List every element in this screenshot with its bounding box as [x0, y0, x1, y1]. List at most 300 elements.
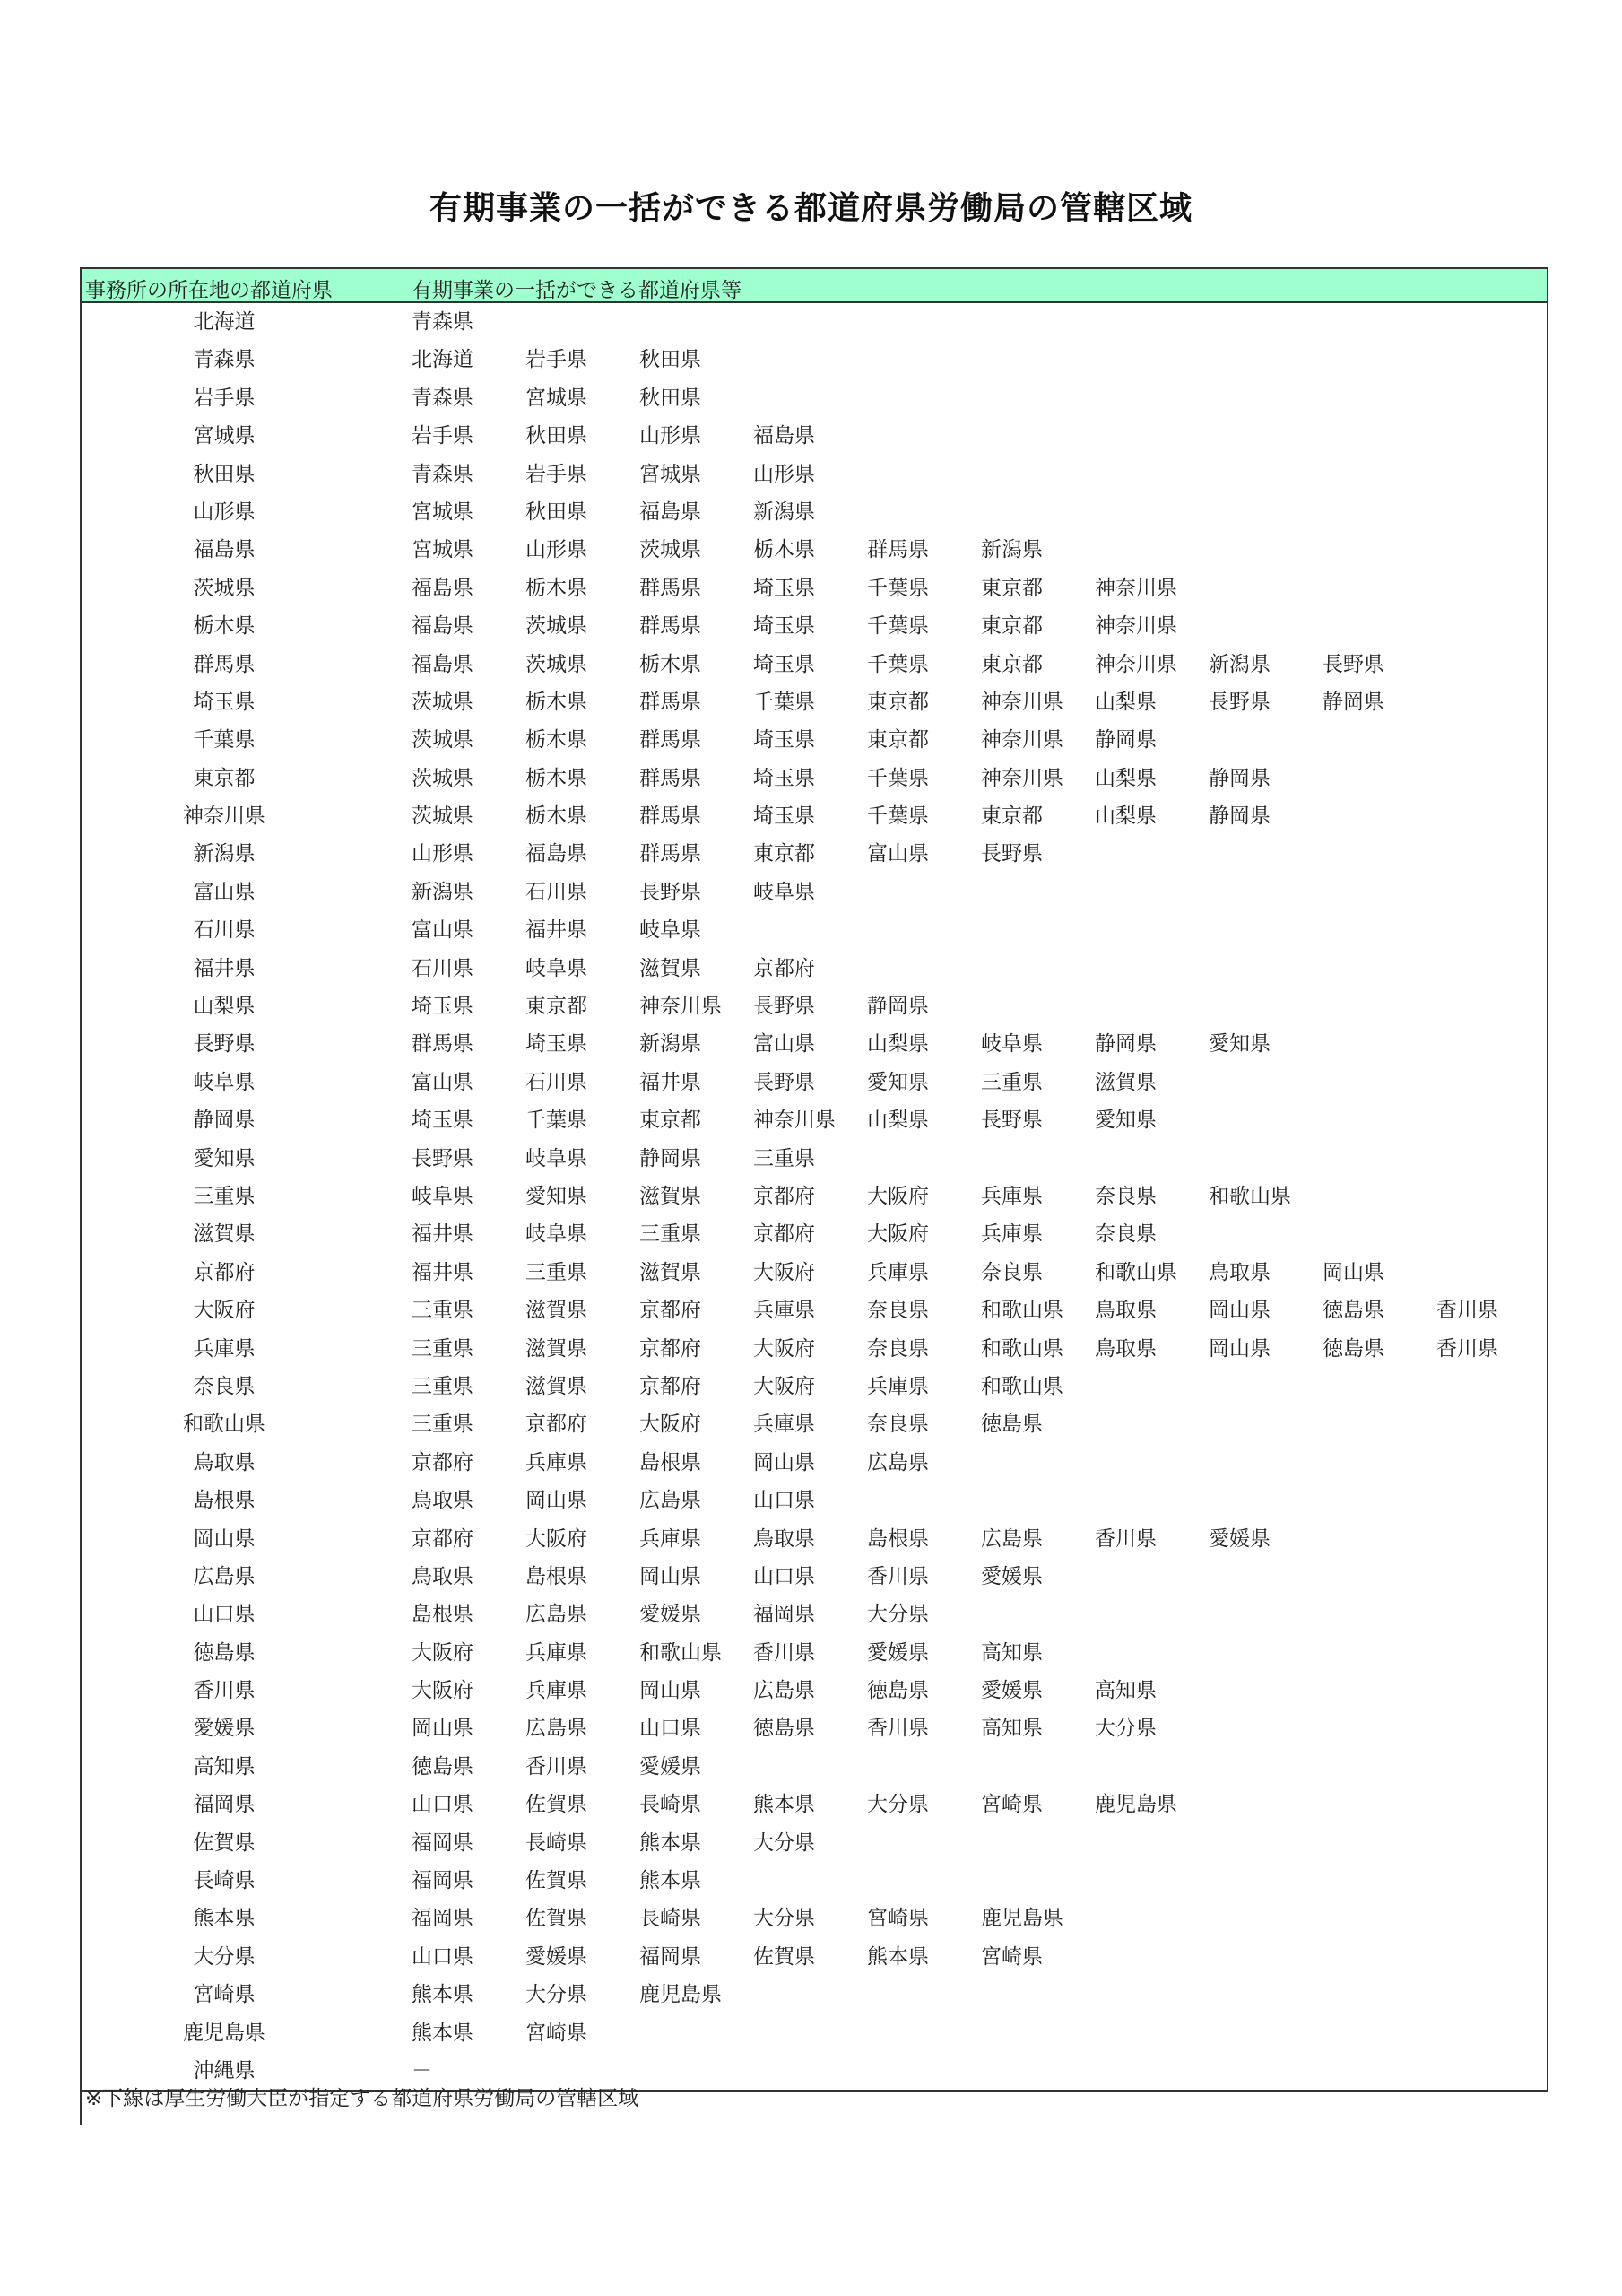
table-row	[82, 1101, 1547, 1139]
allowed-prefecture-cell: 石川県	[525, 1070, 587, 1094]
allowed-prefecture-cell: 愛知県	[867, 1070, 929, 1094]
allowed-prefecture-cell: 青森県	[412, 462, 473, 486]
allowed-prefecture-cell: 島根県	[867, 1526, 929, 1551]
allowed-prefecture-cell: 兵庫県	[981, 1184, 1043, 1208]
allowed-prefecture-cell: 埼玉県	[753, 804, 815, 829]
office-prefecture-cell: 静岡県	[193, 1109, 256, 1133]
allowed-prefecture-cell: 愛媛県	[867, 1640, 929, 1665]
allowed-prefecture-cell: 東京都	[525, 995, 587, 1019]
allowed-prefecture-cell: 愛媛県	[639, 1754, 701, 1779]
table-row	[82, 456, 1547, 493]
table-row	[82, 2014, 1547, 2052]
allowed-prefecture-cell: 山梨県	[1095, 804, 1157, 829]
allowed-prefecture-cell: 富山県	[412, 1070, 473, 1094]
table-row	[82, 835, 1547, 873]
allowed-prefecture-cell: 徳島県	[1323, 1299, 1384, 1323]
allowed-prefecture-cell: 島根県	[639, 1450, 701, 1474]
allowed-prefecture-cell: 東京都	[753, 842, 815, 866]
table-row	[82, 683, 1547, 721]
office-prefecture-cell: 群馬県	[193, 652, 256, 676]
allowed-prefecture-cell: 山口県	[412, 1944, 473, 1969]
allowed-prefecture-cell: 広島県	[753, 1679, 815, 1703]
allowed-prefecture-cell: 高知県	[1095, 1679, 1157, 1703]
allowed-prefecture-cell: 神奈川県	[981, 690, 1063, 714]
allowed-prefecture-cell: 大阪府	[639, 1413, 701, 1437]
table-row	[82, 874, 1547, 911]
allowed-prefecture-cell: 京都府	[753, 1184, 815, 1208]
allowed-prefecture-cell: 滋賀県	[639, 956, 701, 980]
allowed-prefecture-cell: 兵庫県	[525, 1679, 587, 1703]
allowed-prefecture-cell: 岐阜県	[753, 880, 815, 904]
allowed-prefecture-cell: 長野県	[1209, 690, 1271, 714]
office-prefecture-cell: 広島県	[193, 1564, 256, 1588]
table-row	[82, 1748, 1547, 1786]
allowed-prefecture-cell: 富山県	[753, 1032, 815, 1057]
table-row	[82, 1064, 1547, 1101]
office-prefecture-cell: 岡山県	[193, 1526, 256, 1551]
allowed-prefecture-cell: 秋田県	[639, 348, 701, 372]
allowed-prefecture-cell: 山口県	[753, 1564, 815, 1588]
office-prefecture-cell: 北海道	[193, 310, 256, 334]
table-row	[82, 1976, 1547, 2013]
office-prefecture-cell: 愛知県	[193, 1146, 256, 1170]
table-row	[82, 1254, 1547, 1292]
table-row	[82, 1140, 1547, 1178]
allowed-prefecture-cell: 栃木県	[639, 652, 701, 676]
allowed-prefecture-cell: 鹿児島県	[981, 1907, 1063, 1931]
allowed-prefecture-cell: 福岡県	[412, 1831, 473, 1855]
allowed-prefecture-cell: 群馬県	[639, 576, 701, 600]
allowed-prefecture-cell: 宮城県	[639, 462, 701, 486]
allowed-prefecture-cell: 兵庫県	[525, 1450, 587, 1474]
allowed-prefecture-cell: 奈良県	[1095, 1184, 1157, 1208]
jurisdiction-table	[80, 267, 1548, 2092]
allowed-prefecture-cell: 福井県	[412, 1260, 473, 1284]
allowed-prefecture-cell: 秋田県	[639, 386, 701, 410]
allowed-prefecture-cell: 大阪府	[867, 1222, 929, 1247]
allowed-prefecture-cell: 岡山県	[753, 1450, 815, 1474]
allowed-prefecture-cell: 兵庫県	[981, 1222, 1043, 1247]
table-row	[82, 1862, 1547, 1900]
allowed-prefecture-cell: 三重県	[525, 1260, 587, 1284]
allowed-prefecture-cell: 滋賀県	[525, 1299, 587, 1323]
allowed-prefecture-cell: 茨城県	[525, 614, 587, 639]
allowed-prefecture-cell: 和歌山県	[981, 1336, 1063, 1361]
allowed-prefecture-cell: 鹿児島県	[1095, 1793, 1177, 1817]
allowed-prefecture-cell: 大分県	[525, 1983, 587, 2007]
allowed-prefecture-cell: 栃木県	[525, 766, 587, 790]
allowed-prefecture-cell: 埼玉県	[753, 576, 815, 600]
table-row	[82, 341, 1547, 378]
allowed-prefecture-cell: 香川県	[1095, 1526, 1157, 1551]
allowed-prefecture-cell: 大阪府	[753, 1336, 815, 1361]
allowed-prefecture-cell: 群馬県	[867, 538, 929, 562]
allowed-prefecture-cell: 埼玉県	[412, 995, 473, 1019]
allowed-prefecture-cell: 鳥取県	[753, 1526, 815, 1551]
table-row	[82, 1368, 1547, 1405]
table-row	[82, 1900, 1547, 1937]
allowed-prefecture-cell: 長野県	[981, 842, 1043, 866]
allowed-prefecture-cell: 和歌山県	[981, 1374, 1063, 1398]
allowed-prefecture-cell: 広島県	[525, 1603, 587, 1627]
allowed-prefecture-cell: 栃木県	[753, 538, 815, 562]
allowed-prefecture-cell: 福島県	[753, 424, 815, 448]
allowed-prefecture-cell: 兵庫県	[639, 1526, 701, 1551]
allowed-prefecture-cell: 新潟県	[981, 538, 1043, 562]
allowed-prefecture-cell: 福島県	[412, 652, 473, 676]
allowed-prefecture-cell: 高知県	[981, 1640, 1043, 1665]
allowed-prefecture-cell: 茨城県	[412, 804, 473, 829]
office-prefecture-cell: 京都府	[193, 1260, 256, 1284]
office-prefecture-cell: 宮城県	[193, 424, 256, 448]
office-prefecture-cell: 福井県	[193, 956, 256, 980]
allowed-prefecture-cell: 岡山県	[1209, 1336, 1271, 1361]
allowed-prefecture-cell: 徳島県	[1323, 1336, 1384, 1361]
allowed-prefecture-cell: 三重県	[412, 1374, 473, 1398]
table-row	[82, 797, 1547, 835]
allowed-prefecture-cell: 埼玉県	[753, 766, 815, 790]
allowed-prefecture-cell: 東京都	[981, 804, 1043, 829]
allowed-prefecture-cell: 兵庫県	[753, 1299, 815, 1323]
allowed-prefecture-cell: 広島県	[525, 1717, 587, 1741]
office-prefecture-cell: 和歌山県	[183, 1413, 265, 1437]
allowed-prefecture-cell: 香川県	[1436, 1336, 1498, 1361]
allowed-prefecture-cell: 静岡県	[867, 995, 929, 1019]
allowed-prefecture-cell: 三重県	[412, 1413, 473, 1437]
office-prefecture-cell: 岩手県	[193, 386, 256, 410]
table-row	[82, 646, 1547, 683]
allowed-prefecture-cell: 山口県	[753, 1489, 815, 1513]
allowed-prefecture-cell: 三重県	[981, 1070, 1043, 1094]
allowed-prefecture-cell: 鳥取県	[1209, 1260, 1271, 1284]
office-prefecture-cell: 大阪府	[193, 1299, 256, 1323]
office-prefecture-cell: 秋田県	[193, 462, 256, 486]
allowed-prefecture-cell: 長野県	[639, 880, 701, 904]
allowed-prefecture-cell: 愛知県	[1209, 1032, 1271, 1057]
allowed-prefecture-cell: 群馬県	[639, 614, 701, 639]
table-row	[82, 379, 1547, 417]
allowed-prefecture-cell: 鳥取県	[1095, 1299, 1157, 1323]
allowed-prefecture-cell: 大分県	[753, 1907, 815, 1931]
allowed-prefecture-cell: 佐賀県	[525, 1869, 587, 1893]
allowed-prefecture-cell: 長崎県	[639, 1907, 701, 1931]
allowed-prefecture-cell: 千葉県	[867, 804, 929, 829]
office-prefecture-cell: 熊本県	[193, 1907, 256, 1931]
allowed-prefecture-cell: 高知県	[981, 1717, 1043, 1741]
allowed-prefecture-cell: 富山県	[867, 842, 929, 866]
table-row	[82, 303, 1547, 341]
office-prefecture-cell: 島根県	[193, 1489, 256, 1513]
table-body	[80, 303, 1548, 2092]
allowed-prefecture-cell: 京都府	[639, 1374, 701, 1398]
allowed-prefecture-cell: 東京都	[867, 690, 929, 714]
allowed-prefecture-cell: 静岡県	[1095, 728, 1157, 752]
table-row	[82, 1292, 1547, 1329]
allowed-prefecture-cell: 兵庫県	[867, 1374, 929, 1398]
allowed-prefecture-cell: 熊本県	[639, 1869, 701, 1893]
allowed-prefecture-cell: 山梨県	[1095, 766, 1157, 790]
allowed-prefecture-cell: 大分県	[1095, 1717, 1157, 1741]
allowed-prefecture-cell: 秋田県	[525, 424, 587, 448]
allowed-prefecture-cell: 長野県	[412, 1146, 473, 1170]
allowed-prefecture-cell: 徳島県	[867, 1679, 929, 1703]
allowed-prefecture-cell: 新潟県	[639, 1032, 701, 1057]
allowed-prefecture-cell: 青森県	[412, 386, 473, 410]
allowed-prefecture-cell: 大阪府	[753, 1260, 815, 1284]
allowed-prefecture-cell: 愛媛県	[981, 1679, 1043, 1703]
table-row	[82, 1672, 1547, 1709]
allowed-prefecture-cell: 長崎県	[639, 1793, 701, 1817]
allowed-prefecture-cell: 宮崎県	[981, 1793, 1043, 1817]
allowed-prefecture-cell: 福島県	[412, 614, 473, 639]
allowed-prefecture-cell: 福岡県	[639, 1944, 701, 1969]
allowed-prefecture-cell: 栃木県	[525, 690, 587, 714]
office-prefecture-cell: 兵庫県	[193, 1336, 256, 1361]
header-allowed-prefectures: 有期事業の一括ができる都道府県等	[412, 279, 742, 302]
allowed-prefecture-cell: 奈良県	[1095, 1222, 1157, 1247]
allowed-prefecture-cell: 大阪府	[753, 1374, 815, 1398]
allowed-prefecture-cell: 愛知県	[1095, 1109, 1157, 1133]
allowed-prefecture-cell: 宮城県	[525, 386, 587, 410]
allowed-prefecture-cell: 群馬県	[639, 766, 701, 790]
allowed-prefecture-cell: 宮城県	[412, 500, 473, 524]
allowed-prefecture-cell: 秋田県	[525, 500, 587, 524]
allowed-prefecture-cell: 山梨県	[867, 1109, 929, 1133]
allowed-prefecture-cell: 茨城県	[412, 766, 473, 790]
allowed-prefecture-cell: 千葉県	[867, 614, 929, 639]
allowed-prefecture-cell: 茨城県	[412, 690, 473, 714]
allowed-prefecture-cell: 富山県	[412, 918, 473, 943]
table-row	[82, 570, 1547, 607]
allowed-prefecture-cell: 宮崎県	[867, 1907, 929, 1931]
table-row	[82, 721, 1547, 759]
office-prefecture-cell: 山口県	[193, 1603, 256, 1627]
allowed-prefecture-cell: 三重県	[753, 1146, 815, 1170]
allowed-prefecture-cell: 群馬県	[412, 1032, 473, 1057]
allowed-prefecture-cell: 香川県	[525, 1754, 587, 1779]
allowed-prefecture-cell: 福岡県	[753, 1603, 815, 1627]
allowed-prefecture-cell: 茨城県	[525, 652, 587, 676]
allowed-prefecture-cell: 福島県	[639, 500, 701, 524]
allowed-prefecture-cell: 和歌山県	[981, 1299, 1063, 1323]
allowed-prefecture-cell: 福井県	[412, 1222, 473, 1247]
allowed-prefecture-cell: 宮崎県	[525, 2021, 587, 2045]
allowed-prefecture-cell: 栃木県	[525, 728, 587, 752]
allowed-prefecture-cell: 福岡県	[412, 1907, 473, 1931]
allowed-prefecture-cell: －	[412, 2058, 432, 2083]
allowed-prefecture-cell: 奈良県	[981, 1260, 1043, 1284]
allowed-prefecture-cell: 京都府	[639, 1336, 701, 1361]
table-row	[82, 1634, 1547, 1672]
allowed-prefecture-cell: 神奈川県	[639, 995, 722, 1019]
table-row	[82, 760, 1547, 797]
allowed-prefecture-cell: 静岡県	[1209, 804, 1271, 829]
allowed-prefecture-cell: 神奈川県	[981, 728, 1063, 752]
allowed-prefecture-cell: 岐阜県	[981, 1032, 1043, 1057]
allowed-prefecture-cell: 和歌山県	[639, 1640, 722, 1665]
office-prefecture-cell: 神奈川県	[183, 804, 265, 829]
allowed-prefecture-cell: 東京都	[981, 614, 1043, 639]
allowed-prefecture-cell: 埼玉県	[753, 652, 815, 676]
allowed-prefecture-cell: 静岡県	[1323, 690, 1384, 714]
table-row	[82, 1444, 1547, 1482]
office-prefecture-cell: 新潟県	[193, 842, 256, 866]
allowed-prefecture-cell: 東京都	[981, 652, 1043, 676]
allowed-prefecture-cell: 千葉県	[867, 766, 929, 790]
allowed-prefecture-cell: 長野県	[753, 995, 815, 1019]
allowed-prefecture-cell: 山形県	[639, 424, 701, 448]
allowed-prefecture-cell: 長崎県	[525, 1831, 587, 1855]
allowed-prefecture-cell: 三重県	[412, 1336, 473, 1361]
allowed-prefecture-cell: 鹿児島県	[639, 1983, 722, 2007]
office-prefecture-cell: 山形県	[193, 500, 256, 524]
allowed-prefecture-cell: 和歌山県	[1209, 1184, 1291, 1208]
allowed-prefecture-cell: 岩手県	[412, 424, 473, 448]
allowed-prefecture-cell: 佐賀県	[525, 1793, 587, 1817]
allowed-prefecture-cell: 京都府	[639, 1299, 701, 1323]
allowed-prefecture-cell: 岐阜県	[639, 918, 701, 943]
allowed-prefecture-cell: 神奈川県	[981, 766, 1063, 790]
allowed-prefecture-cell: 愛媛県	[639, 1603, 701, 1627]
allowed-prefecture-cell: 鳥取県	[1095, 1336, 1157, 1361]
office-prefecture-cell: 埼玉県	[193, 690, 256, 714]
allowed-prefecture-cell: 奈良県	[867, 1299, 929, 1323]
allowed-prefecture-cell: 滋賀県	[639, 1260, 701, 1284]
allowed-prefecture-cell: 大阪府	[412, 1640, 473, 1665]
office-prefecture-cell: 高知県	[193, 1754, 256, 1779]
table-row	[82, 531, 1547, 569]
allowed-prefecture-cell: 静岡県	[639, 1146, 701, 1170]
office-prefecture-cell: 沖縄県	[193, 2058, 256, 2083]
allowed-prefecture-cell: 大分県	[867, 1603, 929, 1627]
office-prefecture-cell: 山梨県	[193, 995, 256, 1019]
office-prefecture-cell: 青森県	[193, 348, 256, 372]
header-office-prefecture: 事務所の所在地の都道府県	[85, 279, 333, 302]
table-row	[82, 1330, 1547, 1368]
allowed-prefecture-cell: 福島県	[525, 842, 587, 866]
allowed-prefecture-cell: 滋賀県	[525, 1374, 587, 1398]
allowed-prefecture-cell: 愛媛県	[981, 1564, 1043, 1588]
allowed-prefecture-cell: 北海道	[412, 348, 473, 372]
office-prefecture-cell: 岐阜県	[193, 1070, 256, 1094]
allowed-prefecture-cell: 熊本県	[639, 1831, 701, 1855]
allowed-prefecture-cell: 愛知県	[525, 1184, 587, 1208]
office-prefecture-cell: 茨城県	[193, 576, 256, 600]
allowed-prefecture-cell: 岩手県	[525, 348, 587, 372]
allowed-prefecture-cell: 佐賀県	[753, 1944, 815, 1969]
allowed-prefecture-cell: 兵庫県	[753, 1413, 815, 1437]
allowed-prefecture-cell: 岐阜県	[525, 1222, 587, 1247]
office-prefecture-cell: 福岡県	[193, 1793, 256, 1817]
allowed-prefecture-cell: 大阪府	[867, 1184, 929, 1208]
allowed-prefecture-cell: 岐阜県	[525, 1146, 587, 1170]
allowed-prefecture-cell: 東京都	[639, 1109, 701, 1133]
allowed-prefecture-cell: 神奈川県	[753, 1109, 836, 1133]
allowed-prefecture-cell: 静岡県	[1209, 766, 1271, 790]
allowed-prefecture-cell: 神奈川県	[1095, 576, 1177, 600]
allowed-prefecture-cell: 群馬県	[639, 728, 701, 752]
table-row	[82, 1938, 1547, 1976]
allowed-prefecture-cell: 岡山県	[412, 1717, 473, 1741]
allowed-prefecture-cell: 佐賀県	[525, 1907, 587, 1931]
table-row	[82, 1178, 1547, 1215]
allowed-prefecture-cell: 香川県	[1436, 1299, 1498, 1323]
allowed-prefecture-cell: 岩手県	[525, 462, 587, 486]
allowed-prefecture-cell: 兵庫県	[867, 1260, 929, 1284]
allowed-prefecture-cell: 鳥取県	[412, 1564, 473, 1588]
allowed-prefecture-cell: 群馬県	[639, 804, 701, 829]
allowed-prefecture-cell: 山形県	[412, 842, 473, 866]
allowed-prefecture-cell: 青森県	[412, 310, 473, 334]
allowed-prefecture-cell: 山梨県	[1095, 690, 1157, 714]
allowed-prefecture-cell: 熊本県	[867, 1944, 929, 1969]
allowed-prefecture-cell: 静岡県	[1095, 1032, 1157, 1057]
allowed-prefecture-cell: 大分県	[753, 1831, 815, 1855]
allowed-prefecture-cell: 福島県	[412, 576, 473, 600]
office-prefecture-cell: 石川県	[193, 918, 256, 943]
office-prefecture-cell: 長野県	[193, 1032, 256, 1057]
office-prefecture-cell: 愛媛県	[193, 1717, 256, 1741]
table-row	[82, 1405, 1547, 1443]
office-prefecture-cell: 千葉県	[193, 728, 256, 752]
allowed-prefecture-cell: 岡山県	[1323, 1260, 1384, 1284]
office-prefecture-cell: 栃木県	[193, 614, 256, 639]
table-row	[82, 1596, 1547, 1633]
allowed-prefecture-cell: 栃木県	[525, 576, 587, 600]
allowed-prefecture-cell: 岐阜県	[525, 956, 587, 980]
allowed-prefecture-cell: 京都府	[753, 956, 815, 980]
office-prefecture-cell: 滋賀県	[193, 1222, 256, 1247]
allowed-prefecture-cell: 新潟県	[412, 880, 473, 904]
table-row	[82, 1786, 1547, 1823]
allowed-prefecture-cell: 三重県	[639, 1222, 701, 1247]
office-prefecture-cell: 徳島県	[193, 1640, 256, 1665]
allowed-prefecture-cell: 山形県	[525, 538, 587, 562]
table-row	[82, 1824, 1547, 1862]
allowed-prefecture-cell: 岡山県	[1209, 1299, 1271, 1323]
allowed-prefecture-cell: 千葉県	[867, 576, 929, 600]
allowed-prefecture-cell: 茨城県	[412, 728, 473, 752]
allowed-prefecture-cell: 東京都	[867, 728, 929, 752]
allowed-prefecture-cell: 東京都	[981, 576, 1043, 600]
allowed-prefecture-cell: 大分県	[867, 1793, 929, 1817]
allowed-prefecture-cell: 滋賀県	[1095, 1070, 1157, 1094]
allowed-prefecture-cell: 埼玉県	[525, 1032, 587, 1057]
allowed-prefecture-cell: 広島県	[867, 1450, 929, 1474]
office-prefecture-cell: 大分県	[193, 1944, 256, 1969]
allowed-prefecture-cell: 兵庫県	[525, 1640, 587, 1665]
table-row	[82, 950, 1547, 987]
footnote: ※下線は厚生労働大臣が指定する都道府県労働局の管轄区域	[80, 2083, 638, 2125]
table-row	[82, 1025, 1547, 1063]
allowed-prefecture-cell: 徳島県	[412, 1754, 473, 1779]
allowed-prefecture-cell: 埼玉県	[753, 728, 815, 752]
allowed-prefecture-cell: 千葉県	[525, 1109, 587, 1133]
allowed-prefecture-cell: 岡山県	[639, 1564, 701, 1588]
allowed-prefecture-cell: 大阪府	[525, 1526, 587, 1551]
allowed-prefecture-cell: 山形県	[753, 462, 815, 486]
allowed-prefecture-cell: 熊本県	[753, 1793, 815, 1817]
office-prefecture-cell: 鳥取県	[193, 1450, 256, 1474]
allowed-prefecture-cell: 鳥取県	[412, 1489, 473, 1513]
allowed-prefecture-cell: 福井県	[525, 918, 587, 943]
allowed-prefecture-cell: 島根県	[525, 1564, 587, 1588]
allowed-prefecture-cell: 長野県	[1323, 652, 1384, 676]
allowed-prefecture-cell: 大阪府	[412, 1679, 473, 1703]
table-row	[82, 607, 1547, 645]
office-prefecture-cell: 長崎県	[193, 1869, 256, 1893]
allowed-prefecture-cell: 山梨県	[867, 1032, 929, 1057]
